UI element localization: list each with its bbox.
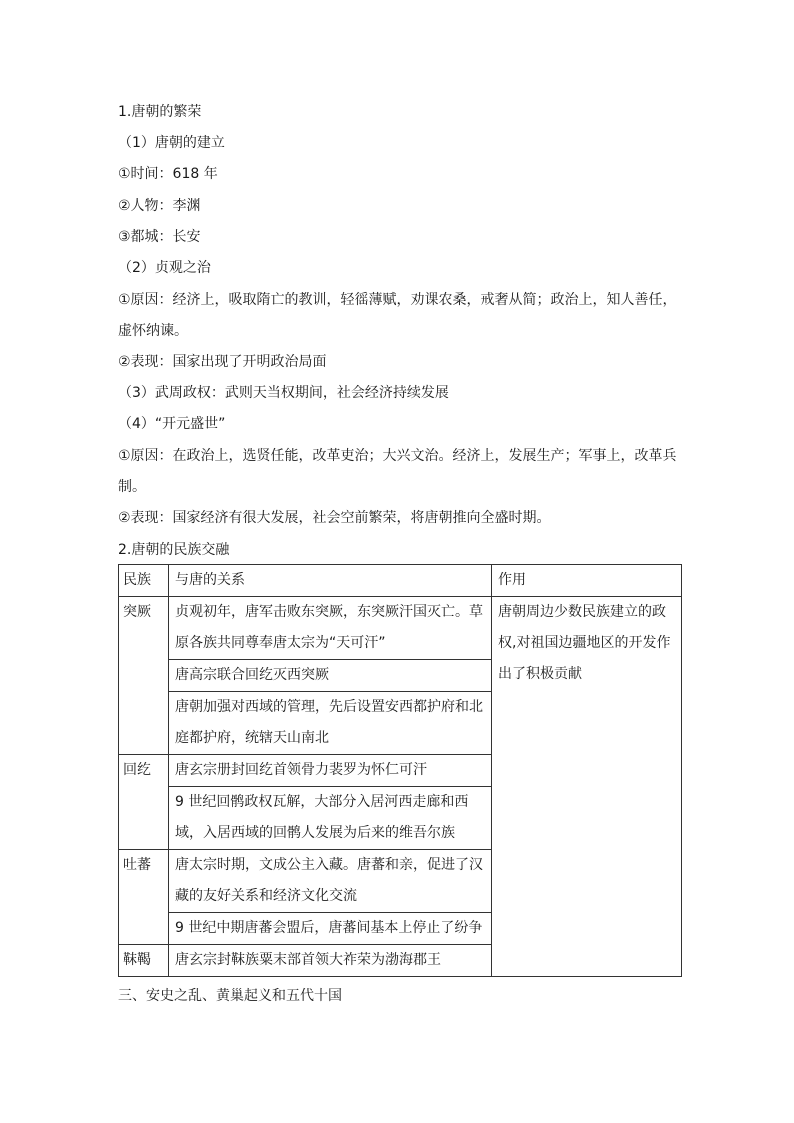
text-kaiyuan-result: ②表现：国家经济有很大发展，社会空前繁荣，将唐朝推向全盛时期。	[118, 510, 551, 526]
text-zhenguan-cause: ①原因：经济上，吸取隋亡的教训，轻徭薄赋，劝课农桑，戒奢从简；政治上，知人善任，	[118, 292, 677, 308]
subheading-tang-founding: （1）唐朝的建立	[118, 135, 225, 151]
relation-cell: 贞观初年，唐军击败东突厥，东突厥汗国灭亡。草原各族共同尊奉唐太宗为“天可汗”	[169, 597, 492, 660]
text-time: ①时间：618 年	[118, 166, 218, 182]
text-zhenguan-result: ②表现：国家出现了开明政治局面	[118, 354, 327, 370]
text-kaiyuan-cause-cont: 制。	[118, 479, 146, 495]
text-kaiyuan-cause: ①原因：在政治上，选贤任能，改革吏治；大兴文治。经济上，发展生产；军事上，改革兵	[118, 448, 677, 464]
heading-tang-prosperity: 1.唐朝的繁荣	[118, 104, 202, 120]
effect-cell: 唐朝周边少数民族建立的政权,对祖国边疆地区的开发作出了积极贡献	[492, 597, 682, 977]
relation-cell: 9 世纪回鹘政权瓦解，大部分入居河西走廊和西域，入居西域的回鹘人发展为后来的维吾尔族	[169, 787, 492, 850]
relation-cell: 唐玄宗封靺族粟末部首领大祚荣为渤海郡王	[169, 945, 492, 977]
table-header: 作用	[492, 565, 682, 597]
table-header: 民族	[119, 565, 169, 597]
text-zhenguan-cause-cont: 虚怀纳谏。	[118, 323, 188, 339]
table-header: 与唐的关系	[169, 565, 492, 597]
table-header-row	[119, 565, 682, 597]
ethnic-relations-table	[118, 564, 682, 977]
relation-cell: 唐高宗联合回纥灭西突厥	[169, 660, 492, 692]
relation-cell: 唐朝加强对西域的管理，先后设置安西都护府和北庭都护府，统辖天山南北	[169, 692, 492, 755]
table-row	[119, 597, 682, 660]
ethnic-name-cell: 吐蕃	[119, 850, 169, 945]
relation-cell: 唐太宗时期，文成公主入藏。唐蕃和亲，促进了汉藏的友好关系和经济文化交流	[169, 850, 492, 913]
relation-cell: 唐玄宗册封回纥首领骨力裴罗为怀仁可汗	[169, 755, 492, 787]
ethnic-name-cell: 突厥	[119, 597, 169, 755]
subheading-wuzhou: （3）武周政权：武则天当权期间，社会经济持续发展	[118, 385, 449, 401]
ethnic-name-cell: 回纥	[119, 755, 169, 850]
subheading-kaiyuan: （4）“开元盛世”	[118, 416, 226, 432]
heading-section-three: 三、安史之乱、黄巢起义和五代十国	[118, 988, 342, 1004]
subheading-zhenguan: （2）贞观之治	[118, 260, 211, 276]
ethnic-name-cell: 靺鞨	[119, 945, 169, 977]
relation-cell: 9 世纪中期唐蕃会盟后，唐蕃间基本上停止了纷争	[169, 913, 492, 945]
text-person: ②人物：李渊	[118, 198, 201, 214]
heading-ethnic-integration: 2.唐朝的民族交融	[118, 542, 230, 558]
text-capital: ③都城：长安	[118, 229, 201, 245]
